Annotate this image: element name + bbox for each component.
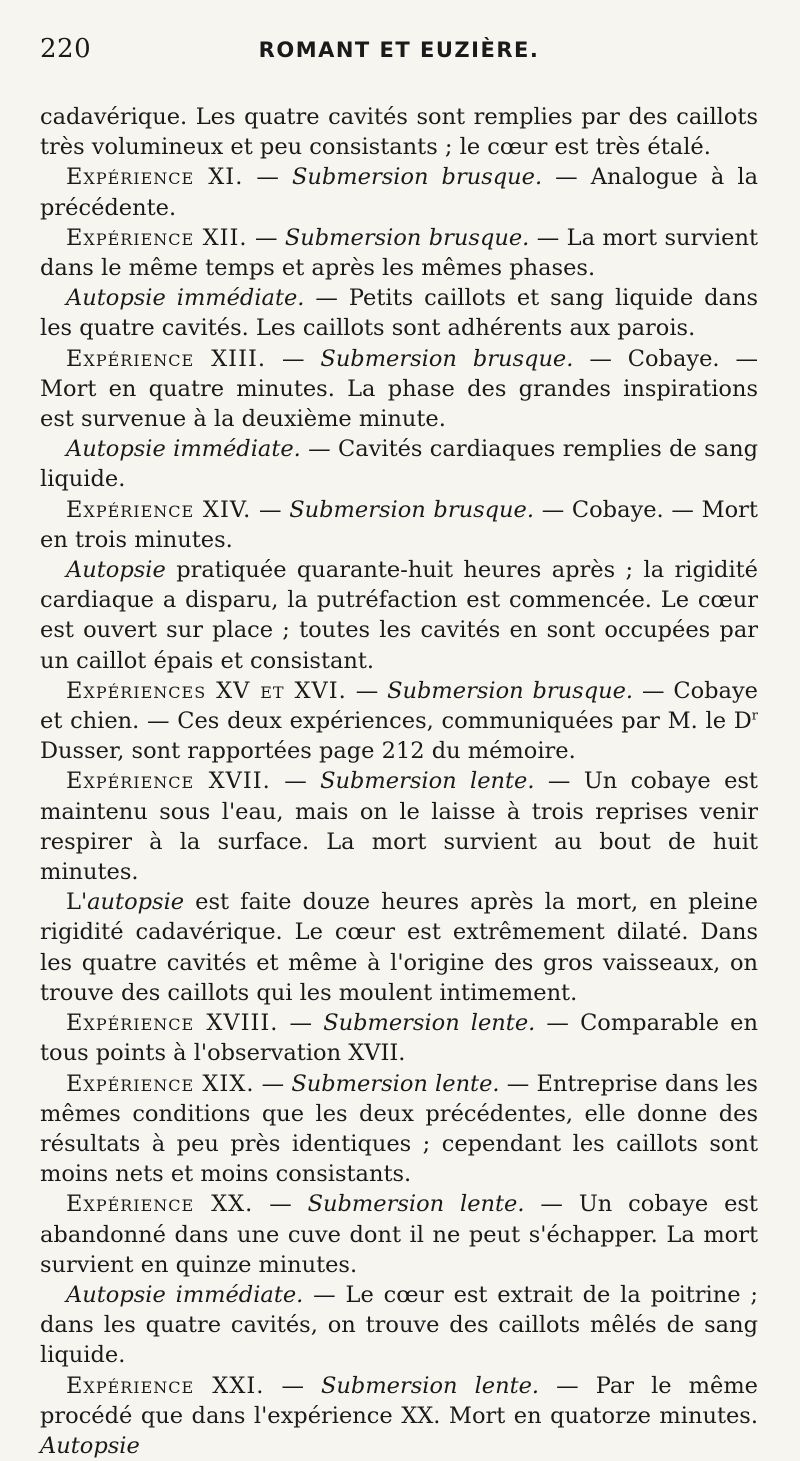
dash: — bbox=[534, 496, 572, 523]
paragraph-autopsy-14 bbox=[40, 555, 758, 676]
dash: — bbox=[524, 1191, 579, 1218]
experience-title: Submersion brusque. bbox=[291, 164, 543, 191]
dash: — bbox=[253, 1191, 308, 1218]
experience-label: Expérience XIII. bbox=[66, 345, 267, 372]
paragraph-text: Dusser, sont rapportées page 212 du mémoire. bbox=[40, 738, 576, 765]
dash: — bbox=[573, 345, 628, 372]
paragraph-text: Un cobaye est abandonné dans une cuve dont il ne peut s'échapper. La mort survient en quinze minutes. bbox=[40, 1191, 758, 1278]
running-title: ROMANT ET EUZIÈRE. bbox=[258, 38, 540, 62]
body-text bbox=[40, 102, 758, 1461]
dash: — bbox=[539, 1372, 596, 1399]
dash: — bbox=[278, 1010, 324, 1037]
autopsy-title: Autopsie bbox=[66, 557, 166, 584]
running-head bbox=[40, 30, 758, 74]
experience-label: Expérience XII. bbox=[66, 224, 248, 251]
experience-label: Expériences XV et XVI. bbox=[66, 677, 347, 704]
experience-label: Expérience XIX. bbox=[66, 1070, 255, 1097]
experience-label: Expérience XXI. bbox=[66, 1372, 265, 1399]
experience-label: Expérience XX. bbox=[66, 1191, 254, 1218]
paragraph-experience-20 bbox=[40, 1189, 758, 1280]
paragraph-autopsy-12 bbox=[40, 283, 758, 343]
dash: — bbox=[633, 677, 674, 704]
dash: — bbox=[346, 677, 388, 704]
experience-label: Expérience XI. bbox=[66, 164, 244, 191]
paragraph-autopsy-13 bbox=[40, 434, 758, 494]
paragraph-experience-18 bbox=[40, 1008, 758, 1068]
paragraph-text: La mort survient dans le même temps et après les mêmes phases. bbox=[40, 224, 758, 282]
paragraph-text: Cobaye et chien. — Ces deux expériences, communiquées par M. le D bbox=[40, 677, 758, 735]
dash: — bbox=[303, 1281, 346, 1308]
experience-title: Submersion brusque. bbox=[284, 224, 530, 251]
prefix-text: L' bbox=[66, 889, 88, 916]
dash: — bbox=[247, 224, 285, 251]
dash: — bbox=[264, 1372, 322, 1399]
page-number: 220 bbox=[40, 34, 92, 64]
paragraph-text: Par le même procédé que dans l'expérience XX. Mort en quatorze minutes. bbox=[40, 1372, 758, 1429]
dash: — bbox=[251, 496, 290, 523]
paragraph-autopsy-20 bbox=[40, 1280, 758, 1371]
autopsy-title: Autopsie immédiate. bbox=[66, 285, 305, 312]
dash: — bbox=[300, 436, 339, 463]
experience-label: Expérience XVII. bbox=[66, 768, 271, 795]
autopsy-title: autopsie bbox=[87, 889, 185, 916]
dash: — bbox=[254, 1070, 292, 1097]
experience-label: Expérience XIV. bbox=[66, 496, 252, 523]
dash: — bbox=[529, 224, 567, 251]
paragraph-text: est faite douze heures après la mort, en pleine rigidité cadavérique. Le cœur est extrêmement dilaté. Dans les quatre cavités et même à l'origine des gros vaisseaux, on trouve des caillots qui les moulent intimement. bbox=[40, 889, 758, 1006]
experience-title: Submersion lente. bbox=[321, 1372, 540, 1399]
paragraph-experience-14 bbox=[40, 495, 758, 555]
paragraph-text: Le cœur est extrait de la poitrine ; dans les quatre cavités, on trouve des caillots mêlés de sang liquide. bbox=[40, 1281, 758, 1369]
experience-title: Submersion lente. bbox=[307, 1191, 525, 1218]
experience-title: Submersion brusque. bbox=[320, 345, 574, 372]
paragraph-text: Comparable en tous points à l'observation XVII. bbox=[40, 1010, 758, 1067]
space bbox=[166, 557, 176, 583]
paragraph-text: Analogue à la précédente. bbox=[40, 164, 758, 221]
experience-title: Submersion lente. bbox=[320, 768, 535, 795]
paragraph-autopsy-17 bbox=[40, 887, 758, 1008]
dash: — bbox=[243, 164, 292, 191]
autopsy-title: Autopsie immédiate. bbox=[66, 1281, 304, 1308]
dash: — bbox=[270, 768, 321, 795]
dash: — bbox=[535, 1010, 581, 1037]
dash: — bbox=[542, 164, 591, 191]
dash: — bbox=[304, 285, 349, 312]
dash: — bbox=[534, 768, 584, 795]
paragraph-experience-13 bbox=[40, 344, 758, 435]
experience-label: Expérience XVIII. bbox=[66, 1010, 279, 1037]
autopsy-title: Autopsie bbox=[40, 1432, 140, 1459]
paragraph-experience-12 bbox=[40, 223, 758, 283]
paragraph-text: Cavités cardiaques remplies de sang liquide. bbox=[40, 436, 758, 493]
paragraph-experience-21 bbox=[40, 1371, 758, 1461]
experience-title: Submersion lente. bbox=[291, 1070, 500, 1097]
paragraph-experience-17 bbox=[40, 766, 758, 887]
paragraph-text: cadavérique. Les quatre cavités sont remplies par des caillots très volumineux et peu consistants ; le cœur est très étalé. bbox=[40, 104, 758, 161]
dash: — bbox=[499, 1070, 537, 1097]
experience-title: Submersion brusque. bbox=[387, 677, 634, 704]
superscript: r bbox=[751, 708, 758, 724]
paragraph-text: Cobaye. — Mort en trois minutes. bbox=[40, 496, 758, 553]
experience-title: Submersion lente. bbox=[323, 1010, 536, 1037]
paragraph-text: pratiquée quarante-huit heures après ; la rigidité cardiaque a disparu, la putréfaction est commencée. Le cœur est ouvert sur place ; toutes les cavités en sont occupées par un caillot épais et consistant. bbox=[40, 557, 758, 674]
space bbox=[184, 889, 195, 915]
paragraph-text: Entreprise dans les mêmes conditions que les deux précédentes, elle donne des résultats à peu près identiques ; cependant les caillots sont moins nets et moins consistants. bbox=[40, 1070, 758, 1188]
paragraph-experience-19 bbox=[40, 1069, 758, 1190]
dash: — bbox=[266, 345, 321, 372]
paragraph-text: Petits caillots et sang liquide dans les quatre cavités. Les caillots sont adhérents aux parois. bbox=[40, 285, 758, 342]
paragraph-text: Cobaye. — Mort en quatre minutes. La phase des grandes inspirations est survenue à la deuxième minute. bbox=[40, 345, 758, 433]
paragraph-text: Un cobaye est maintenu sous l'eau, mais on le laisse à trois reprises venir respirer à la surface. La mort survient au bout de huit minutes. bbox=[40, 768, 758, 886]
paragraph-experience-15-16 bbox=[40, 676, 758, 767]
autopsy-title: Autopsie immédiate. bbox=[66, 436, 301, 463]
experience-title: Submersion brusque. bbox=[289, 496, 534, 523]
paragraph-experience-11 bbox=[40, 162, 758, 222]
paragraph-continuation bbox=[40, 102, 758, 162]
